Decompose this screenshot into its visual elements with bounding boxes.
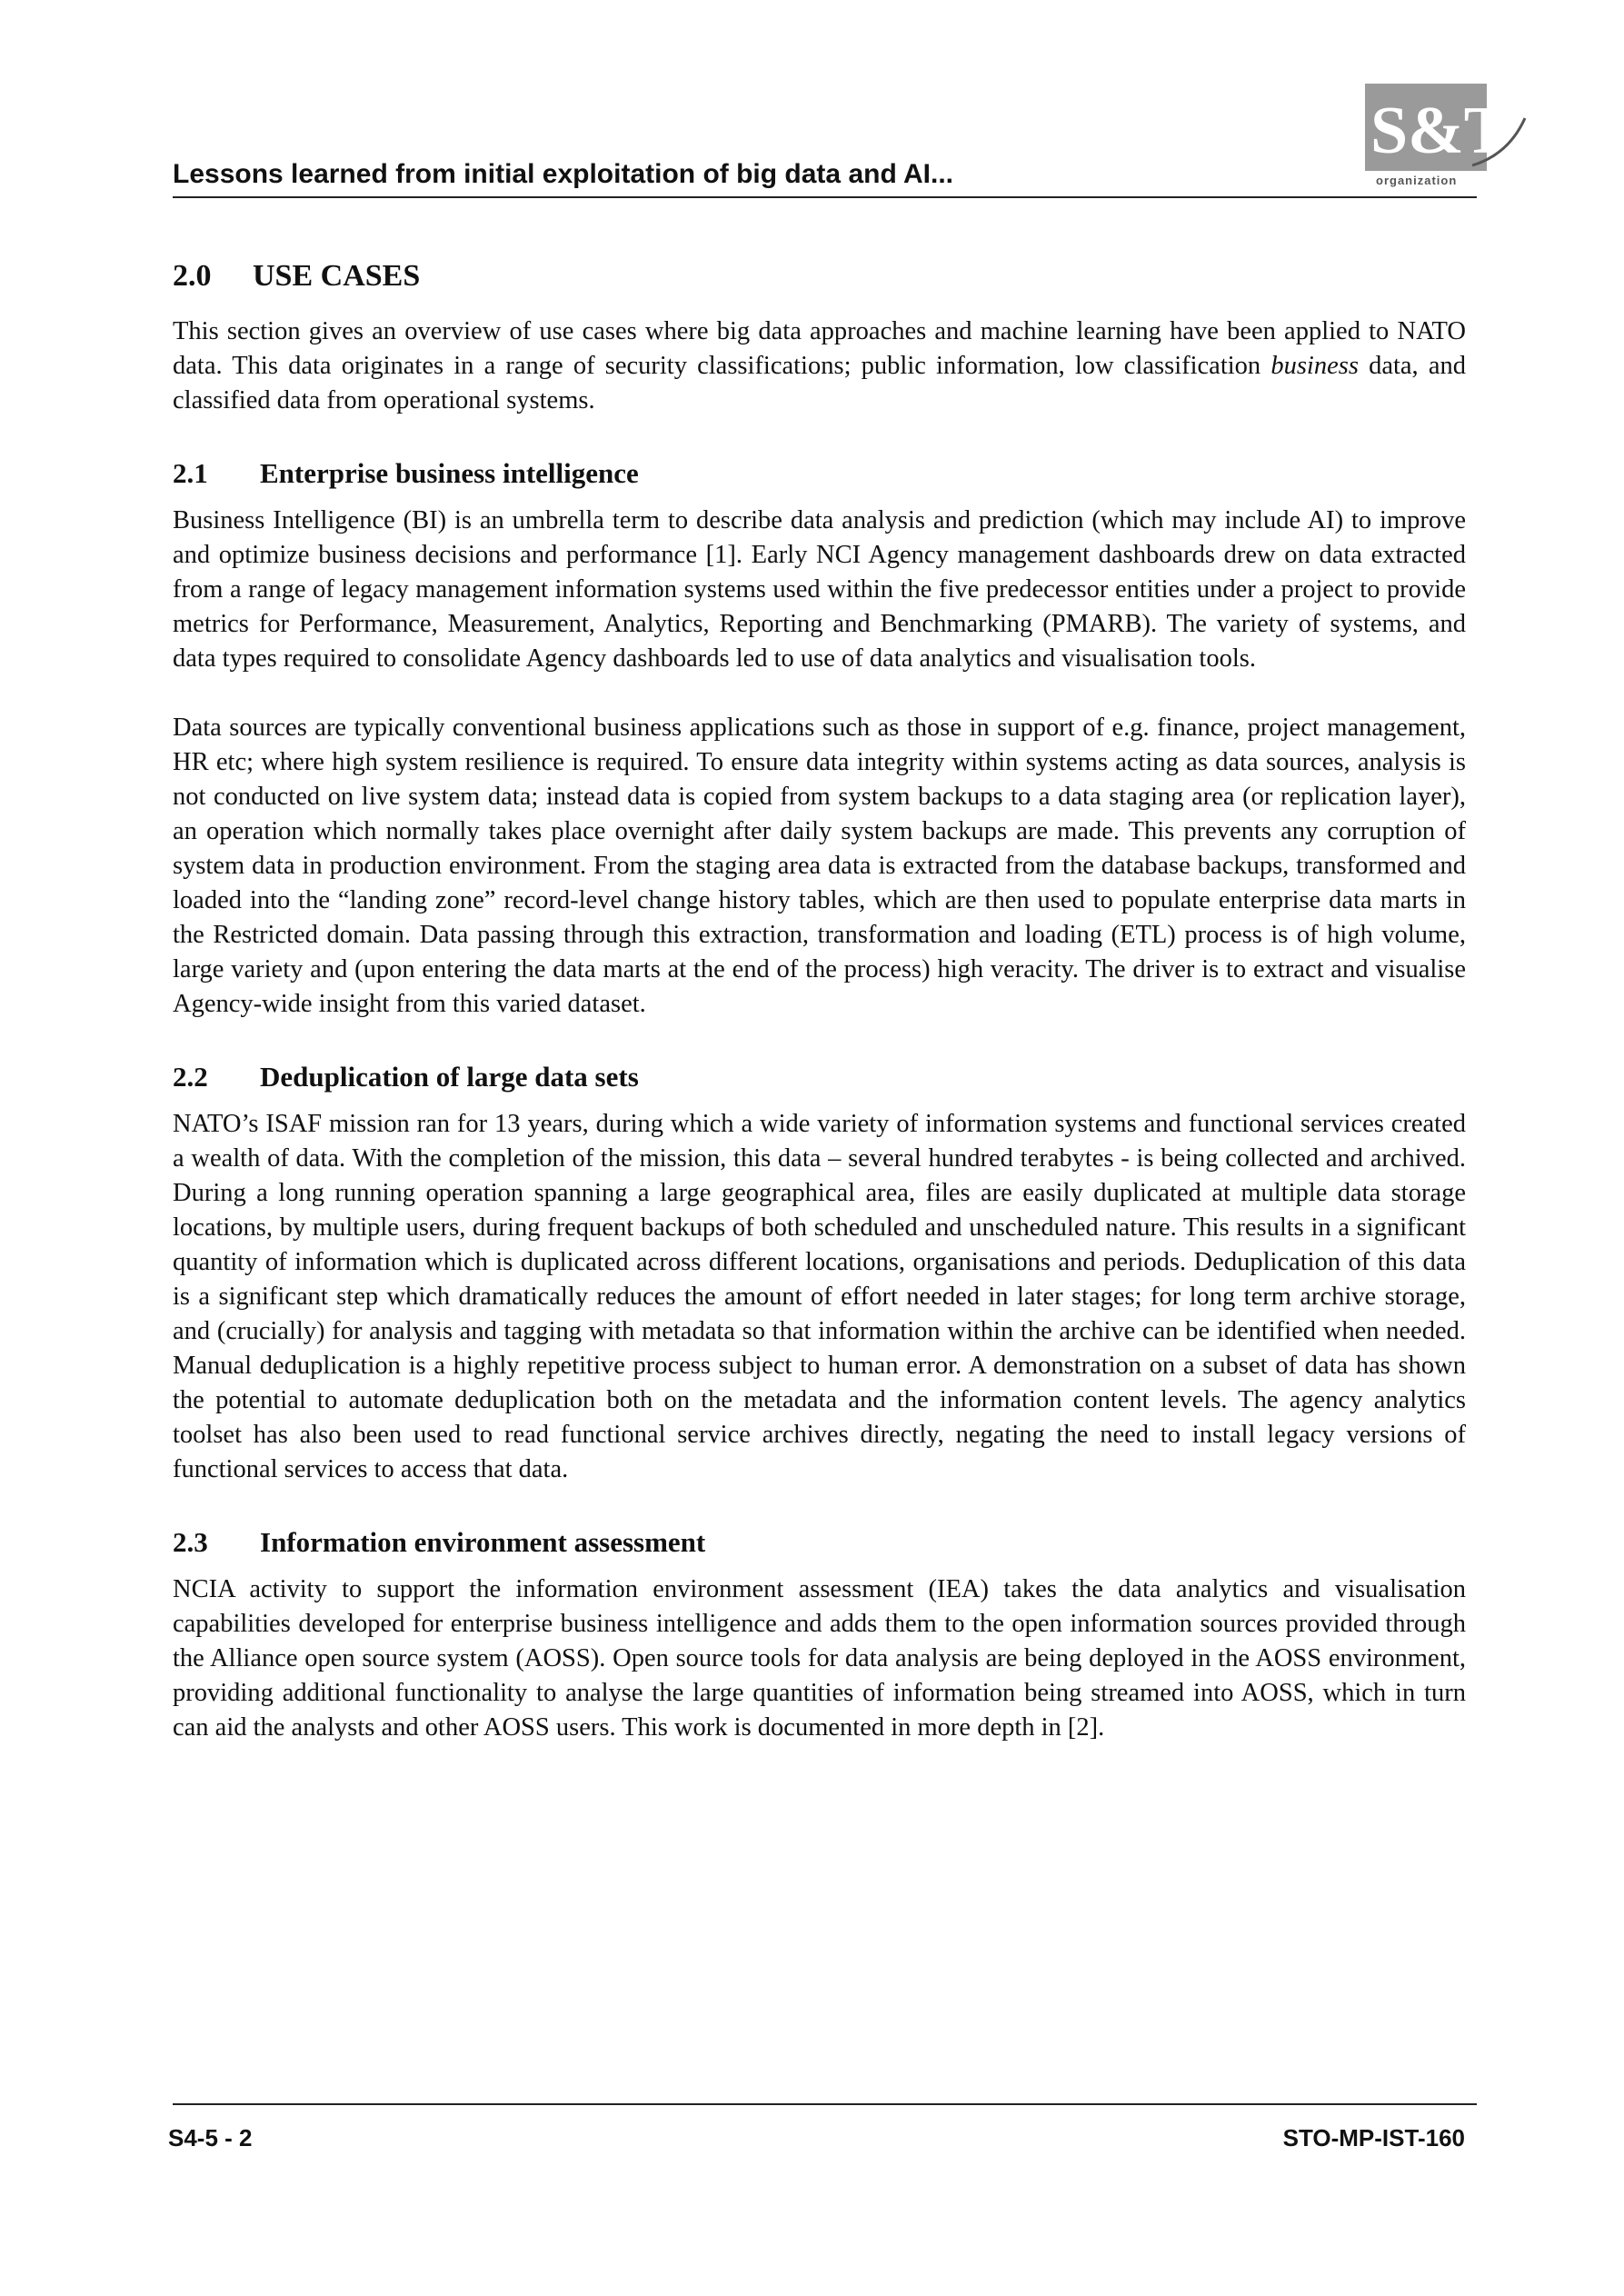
spacer: [173, 676, 1466, 711]
header-rule: [173, 196, 1477, 198]
paragraph: NCIA activity to support the information environment assessment (IEA) takes the data analytics and visualisation capabilities developed for enterprise business intelligence and adds them to the open information sources provided through the Alliance open source system (AOSS). Open source tools for data analysis are being deployed in the AOSS environment, providing additional functionality to analyse the large quantities of information being streamed into AOSS, which in turn can aid the analysts and other AOSS users. This work is documented in more depth in [2].: [173, 1575, 1466, 1742]
document-id: STO-MP-IST-160: [1282, 2124, 1465, 2151]
subsection-number: 2.2: [173, 1061, 208, 1093]
paragraph: Data sources are typically conventional business applications such as those in support of e.g. finance, project management, HR etc; where high system resilience is required. To ensure data integrity within systems acting as data sources, analysis is not conducted on live system data; instead data is copied from system backups to a data staging area (or replication layer), an operation which normally takes place overnight after daily system backups are made. This prevents any corruption of system data in production environment. From the staging area data is extracted from the database backups, transformed and loaded into the “landing zone” record-level change history tables, which are then used to populate enterprise data marts in the Restricted domain. Data passing through this extraction, transformation and loading (ETL) process is of high volume, large variety and (upon entering the data marts at the end of the process) high veracity. The driver is to extract and visualise Agency-wide insight from this varied dataset.: [173, 714, 1466, 1018]
spacer: [173, 1022, 1466, 1058]
sto-logo: [1363, 82, 1527, 191]
logo-mark: S&T: [1370, 94, 1509, 168]
intro-text-1: This section gives an overview of use cases where big data approaches and machine learning have been applied to NATO data. This data originates in a range of security classifications; public information, low classification: [173, 317, 1466, 380]
paragraph: Business Intelligence (BI) is an umbrella term to describe data analysis and prediction (which may include AI) to improve and optimize business decisions and performance [1]. Early NCI Agency management dashboards drew on data extracted from a range of legacy management information systems used within the five predecessor entities under a project to provide metrics for Performance, Measurement, Analytics, Reporting and Benchmarking (PMARB). The variety of systems, and data types required to consolidate Agency dashboards led to use of data analytics and visualisation tools.: [173, 506, 1466, 673]
subsection-title: Information environment assessment: [260, 1526, 706, 1558]
spacer: [173, 1487, 1466, 1523]
subsection-heading-2-2: [173, 1058, 1466, 1096]
footer-rule: [173, 2103, 1477, 2105]
intro-text-2: data, and classified data from operational systems.: [173, 352, 1466, 414]
subsection-heading-2-1: [173, 454, 1466, 493]
section-number: 2.0: [173, 259, 212, 293]
subsection-heading-2-3: [173, 1523, 1466, 1562]
section-heading: [173, 256, 1466, 296]
paragraph: NATO’s ISAF mission ran for 13 years, during which a wide variety of information systems and functional services created a wealth of data. With the completion of the mission, this data – several hundred terabytes - is being collected and archived. During a long running operation spanning a large geographical area, files are easily duplicated at multiple data storage locations, by multiple users, during frequent backups of both scheduled and unscheduled nature. This results in a significant quantity of information which is duplicated across different locations, organisations and periods. Deduplication of this data is a significant step which dramatically reduces the amount of effort needed in later stages; for long term archive storage, and (crucially) for analysis and tagging with metadata so that information within the archive can be identified when needed. Manual deduplication is a highly repetitive process subject to human error. A demonstration on a subset of data has shown the potential to automate deduplication both on the metadata and the information content levels. The agency analytics toolset has also been used to read functional service archives directly, negating the need to install legacy versions of functional services to access that data.: [173, 1110, 1466, 1483]
running-title: Lessons learned from initial exploitation of big data and AI...: [173, 159, 953, 189]
intro-italic: business: [1270, 352, 1359, 380]
section-intro: [173, 314, 1466, 418]
logo-subtext: organization: [1376, 174, 1458, 187]
subsection-number: 2.3: [173, 1526, 208, 1558]
subsection-title: Enterprise business intelligence: [260, 457, 639, 489]
page-content: [173, 256, 1466, 1745]
section-title: USE CASES: [253, 259, 421, 293]
page-header: [173, 109, 1481, 200]
spacer: [173, 418, 1466, 454]
subsection-title: Deduplication of large data sets: [260, 1061, 639, 1093]
page-number: S4-5 - 2: [168, 2124, 253, 2151]
subsection-number: 2.1: [173, 457, 208, 489]
